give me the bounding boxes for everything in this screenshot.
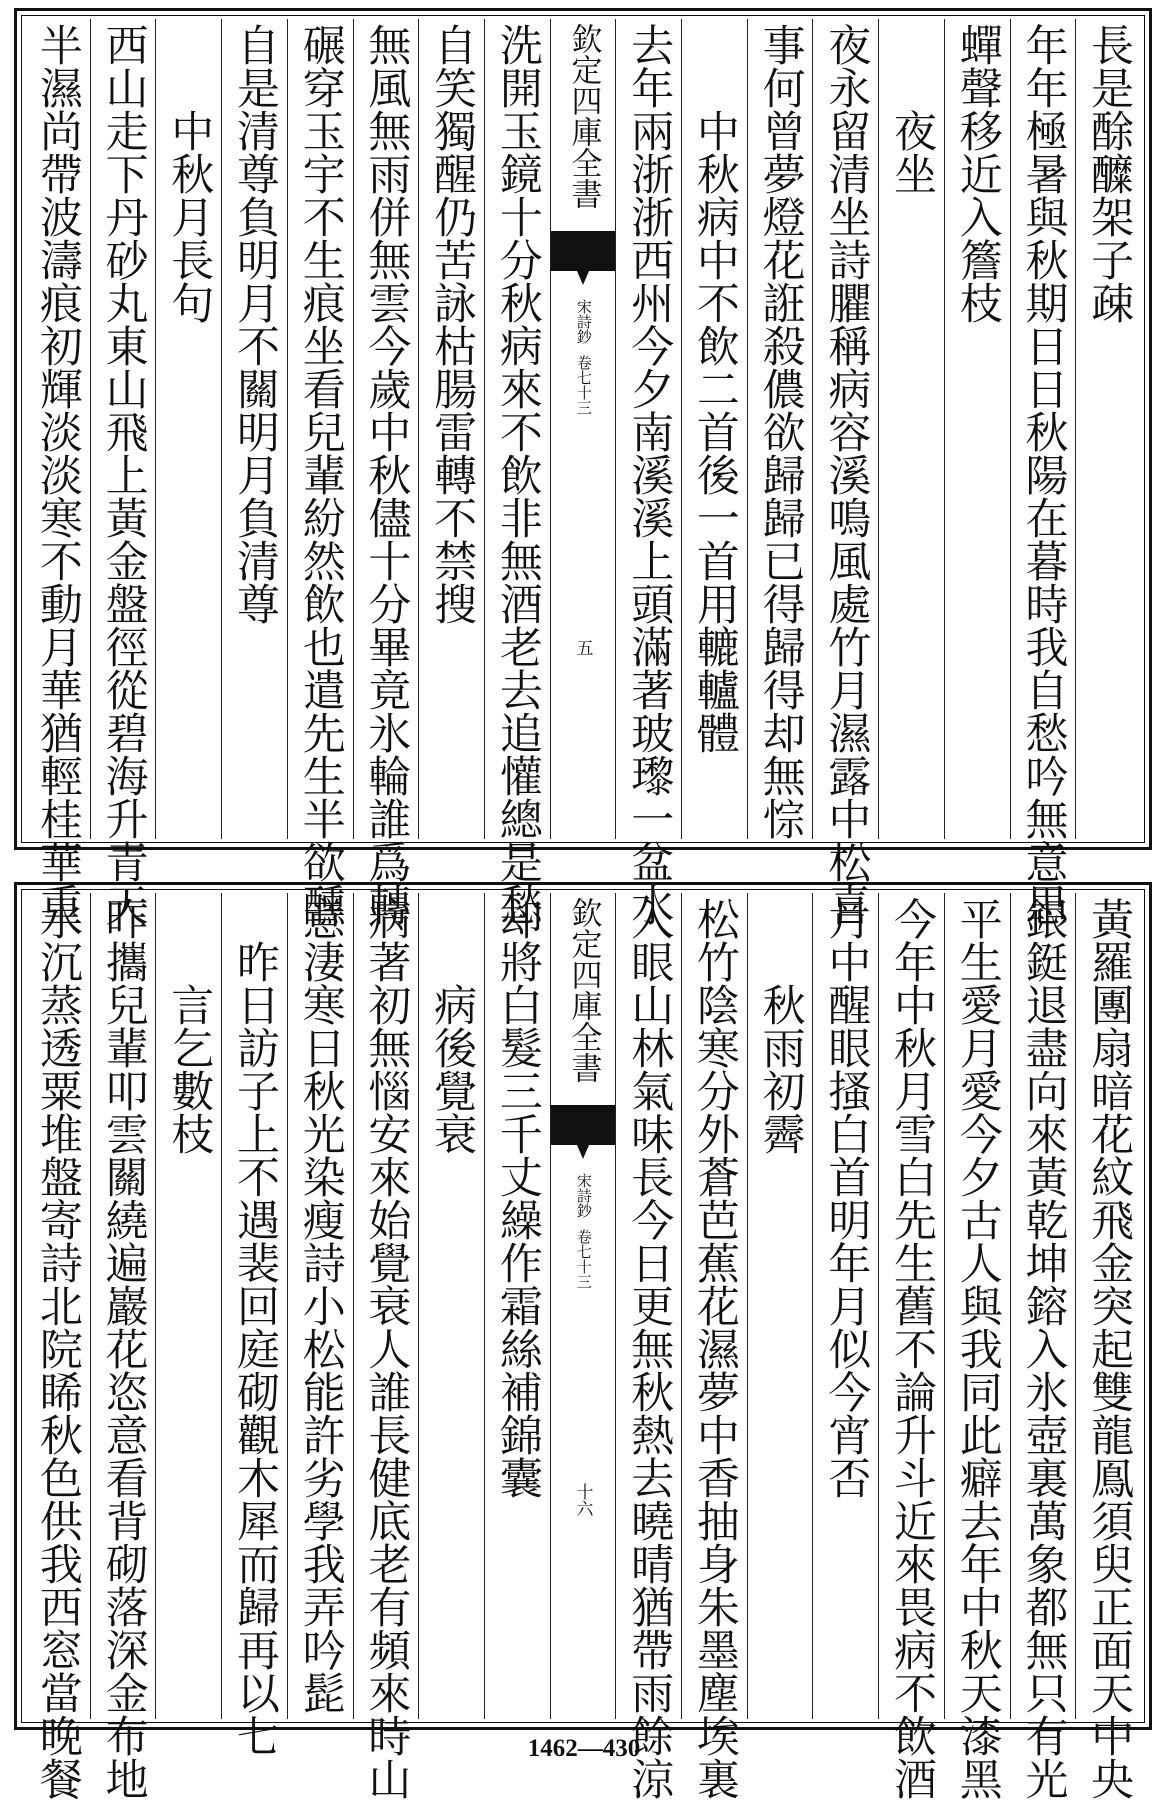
text-column xyxy=(485,893,551,1719)
poem-title-column xyxy=(156,19,222,839)
verse-line: 昨日訪子上不遇裴回庭砌觀木犀而歸再以七 xyxy=(230,940,280,1757)
verse-line: 蟬聲移近入簷枝 xyxy=(952,23,1003,324)
text-column xyxy=(813,19,879,926)
verse-line: 月中醒眼搔白首明年月似今宵否 xyxy=(821,897,872,1499)
verse-line: 病著初無惱安來始覺衰人誰長健底老有頻來時山 xyxy=(361,897,412,1800)
verse-line: 今年中秋月雪白先生舊不論升斗近來畏病不飲酒 xyxy=(887,897,938,1800)
verse-line: 意淒寒日秋光染瘦詩小松能許劣學我弄吟髭 xyxy=(295,897,346,1714)
poem-title: 中秋病中不飲二首後一首用轆轤體 xyxy=(689,109,740,754)
verse-line: 平生愛月愛今夕古人與我同此癖去年中秋天漆黑 xyxy=(952,897,1003,1800)
verse-line: 碾穿玉宇不生痕坐看兒輩紛然飲也遣先生半欲醺 xyxy=(295,23,346,926)
verse-line: 自是清尊負明月不關明月負清尊 xyxy=(230,23,280,625)
verse-line: 自笑獨醒仍苦詠枯腸雷轉不禁搜 xyxy=(427,23,478,625)
verse-line: 入眼山林氣味長今日更無秋熱去曉晴猶帶雨餘涼 xyxy=(624,897,675,1800)
page-gutter xyxy=(551,19,617,839)
verse-line: 長是酴醾架子疎 xyxy=(1084,23,1135,324)
verse-line: 黃羅團扇暗花紋飛金突起雙龍鳯須臾正面天中央 xyxy=(1084,897,1135,1800)
text-column xyxy=(748,19,814,839)
text-column xyxy=(616,19,682,926)
text-column xyxy=(485,19,551,926)
poem-title-column xyxy=(682,19,748,839)
poem-title: 夜坐 xyxy=(887,109,938,195)
verse-line: 事何曾夢燈花誑殺儂欲歸歸已得歸得却無悰 xyxy=(755,23,806,840)
gutter-collection-name: 宋詩鈔 xyxy=(574,299,593,344)
verse-line: 半濕尚帶波濤痕初輝淡淡寒不動月華猶輕桂華重 xyxy=(32,23,83,926)
verse-line: 昨攜兒輩叩雲關繞遍巖花恣意看背砌落深金布地 xyxy=(98,897,149,1800)
text-column xyxy=(354,19,420,926)
text-column xyxy=(25,19,91,926)
verse-line: 銀鋌退盡向來黃乾坤鎔入氷壺裏萬象都無只有光 xyxy=(1018,897,1069,1800)
text-column xyxy=(222,19,288,839)
upper-page xyxy=(14,8,1152,926)
text-column xyxy=(616,893,682,1800)
text-column xyxy=(1076,19,1141,839)
verse-line: 水沉蒸透粟堆盤寄詩北院睎秋色供我西窓當晚餐 xyxy=(32,897,83,1800)
text-column xyxy=(288,893,354,1719)
fish-tail-mark xyxy=(551,231,616,271)
text-column xyxy=(945,19,1011,839)
gutter-leaf-number: 十六 xyxy=(572,1483,593,1517)
gutter-volume: 卷七十三 xyxy=(574,355,593,415)
verse-line: 西山走下丹砂丸東山飛上黃金盤徑從碧海升青天 xyxy=(98,23,149,926)
upper-text-columns xyxy=(25,19,1141,926)
gutter-book-title: 欽定四庫全書 xyxy=(565,23,602,209)
gutter-book-title: 欽定四庫全書 xyxy=(565,897,602,1083)
text-column xyxy=(222,893,288,1757)
gutter-volume: 卷七十三 xyxy=(574,1229,593,1289)
page-gutter xyxy=(551,893,617,1719)
text-column xyxy=(354,893,420,1800)
text-column xyxy=(682,893,748,1800)
text-column xyxy=(91,19,157,926)
poem-title-column xyxy=(156,893,222,1719)
gutter-leaf-number: 五 xyxy=(572,639,593,656)
text-column xyxy=(288,19,354,926)
text-column xyxy=(1076,893,1141,1800)
verse-line: 洗開玉鏡十分秋病來不飲非無酒老去追懽總是愁 xyxy=(492,23,543,926)
text-column xyxy=(945,893,1011,1800)
verse-line: 無風無雨併無雲今歲中秋儘十分畢竟氷輪誰爲轉 xyxy=(361,23,412,926)
poem-title: 病後覺衰 xyxy=(427,983,478,1155)
poem-title-column xyxy=(419,893,485,1719)
poem-title: 中秋月長句 xyxy=(164,109,215,324)
text-column xyxy=(1011,893,1077,1800)
poem-title: 言乞數枝 xyxy=(164,983,215,1155)
gutter-collection-name: 宋詩鈔 xyxy=(574,1173,593,1218)
text-column xyxy=(25,893,91,1800)
verse-line: 夜永留清坐詩臞稱病容溪鳴風處竹月濕露中松喜 xyxy=(821,23,872,926)
text-column xyxy=(813,893,879,1719)
verse-line: 去年兩浙浙西州今夕南溪溪上頭滿著玻瓈一盆水 xyxy=(624,23,675,926)
text-column xyxy=(879,893,945,1800)
text-column xyxy=(1011,19,1077,926)
verse-line: 却將白髮三千丈繰作霜絲補錦囊 xyxy=(492,897,543,1499)
text-column xyxy=(91,893,157,1800)
poem-title: 秋雨初霽 xyxy=(755,983,806,1155)
fish-tail-mark xyxy=(551,1105,616,1145)
verse-line: 年年極暑與秋期日日秋陽在暮時我自愁吟無意思 xyxy=(1018,23,1069,926)
text-column xyxy=(419,19,485,839)
verse-line: 松竹陰寒分外蒼芭蕉花濕夢中香抽身朱墨塵埃裏 xyxy=(689,897,740,1800)
poem-title-column xyxy=(748,893,814,1719)
page-footer-number: 1462—430 xyxy=(527,1735,641,1762)
poem-title-column xyxy=(879,19,945,839)
